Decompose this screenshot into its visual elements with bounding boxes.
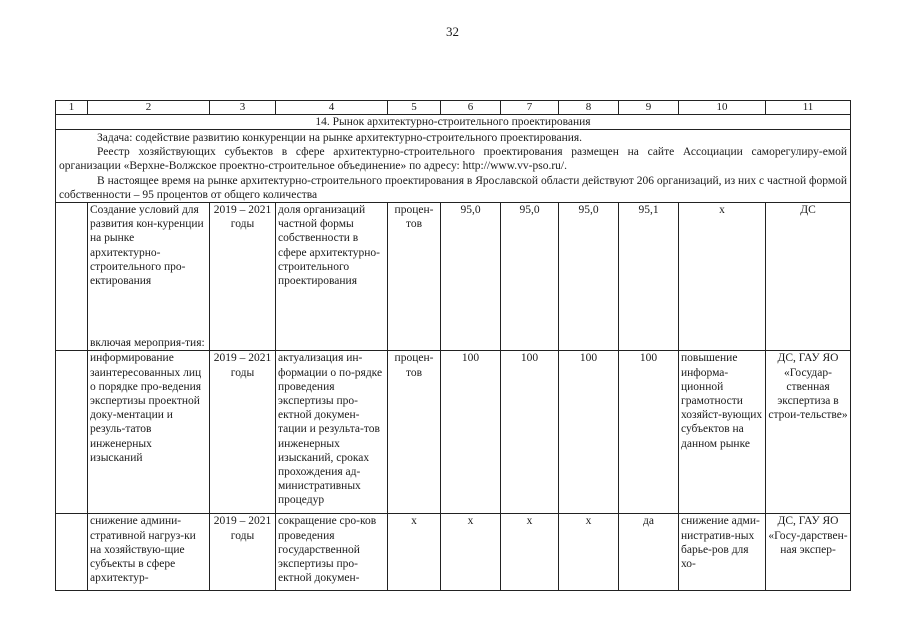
responsible-cell: ДС, ГАУ ЯО «Госу-дарствен-ная экспер- (766, 514, 851, 591)
value-target-cell: 100 (619, 351, 679, 514)
value-2021-cell: 100 (559, 351, 619, 514)
measure-extra-text: включая мероприя-тия: (90, 337, 205, 350)
column-number: 1 (56, 101, 88, 115)
period-cell: 2019 – 2021 годы (210, 514, 276, 591)
result-cell: повышение информа-ционной грамотности хозяйст-вующих субъектов на данном рынке (679, 351, 766, 514)
column-number: 3 (210, 101, 276, 115)
indicator-cell: доля организаций частной формы собственности в сфере архитектурно-строительного проектирования (276, 203, 388, 351)
current-state-paragraph: В настоящее время на рынке архитектурно-строительного проектирования в Ярославской области действуют 206 организаций, из них с частной формой собственности – 95 процентов от общего количества (59, 174, 847, 201)
table-row (56, 351, 851, 514)
column-number: 2 (88, 101, 210, 115)
result-cell: х (679, 203, 766, 351)
task-paragraph: Задача: содействие развитию конкуренции на рынке архитектурно-строительного проектирования. (97, 132, 583, 144)
period-cell: 2019 – 2021 годы (210, 203, 276, 351)
registry-paragraph: Реестр хозяйствующих субъектов в сфере архитектурно-строительного проектирования размещен на сайте Ассоциации саморегулиру-емой организации «Верхне-Волжское проектно-строительное объединение» по адресу: http://www.vv-pso.ru/. (59, 146, 847, 173)
table-row (56, 203, 851, 351)
unit-cell: процен-тов (388, 351, 441, 514)
table-row (56, 514, 851, 591)
value-2019-cell: 100 (441, 351, 501, 514)
value-target-cell: да (619, 514, 679, 591)
measure-text: Создание условий для развития кон-куренции на рынке архитектурно-строительного про-ектирования (90, 204, 204, 288)
section-title: 14. Рынок архитектурно-строительного проектирования (56, 115, 851, 130)
indicator-cell: актуализация ин-формации о по-рядке проведения экспертизы про-ектной докумен-тации и результа-тов инженерных изысканий, сроках прохождения ад-министративных процедур (276, 351, 388, 514)
intro-cell (56, 130, 851, 203)
measure-cell: снижение админи-стративной нагруз-ки на хозяйствую-щие субъекты в сфере архитектур- (88, 514, 210, 591)
intro-row (56, 130, 851, 203)
document-table (55, 100, 851, 591)
responsible-cell: ДС (766, 203, 851, 351)
value-2020-cell: 100 (501, 351, 559, 514)
column-number: 8 (559, 101, 619, 115)
value-2020-cell: 95,0 (501, 203, 559, 351)
row-number-cell (56, 514, 88, 591)
value-target-cell: 95,1 (619, 203, 679, 351)
column-number: 9 (619, 101, 679, 115)
value-2020-cell: х (501, 514, 559, 591)
row-number-cell (56, 351, 88, 514)
value-2019-cell: 95,0 (441, 203, 501, 351)
value-2021-cell: х (559, 514, 619, 591)
measure-cell (88, 203, 210, 351)
column-number: 7 (501, 101, 559, 115)
result-cell: снижение адми-нистратив-ных барье-ров для хо- (679, 514, 766, 591)
section-title-row (56, 115, 851, 130)
measure-cell: информирование заинтересованных лиц о порядке про-ведения экспертизы проектной доку-ментации и резуль-татов инженерных изысканий (88, 351, 210, 514)
column-number: 10 (679, 101, 766, 115)
column-number: 5 (388, 101, 441, 115)
value-2019-cell: х (441, 514, 501, 591)
column-number-row (56, 101, 851, 115)
unit-cell: процен-тов (388, 203, 441, 351)
indicator-cell: сокращение сро-ков проведения государственной экспертизы про-ектной докумен- (276, 514, 388, 591)
period-cell: 2019 – 2021 годы (210, 351, 276, 514)
unit-cell: х (388, 514, 441, 591)
page-number: 32 (446, 24, 459, 39)
row-number-cell (56, 203, 88, 351)
column-number: 4 (276, 101, 388, 115)
responsible-cell: ДС, ГАУ ЯО «Государ-ственная экспертиза в строи-тельстве» (766, 351, 851, 514)
column-number: 11 (766, 101, 851, 115)
value-2021-cell: 95,0 (559, 203, 619, 351)
column-number: 6 (441, 101, 501, 115)
